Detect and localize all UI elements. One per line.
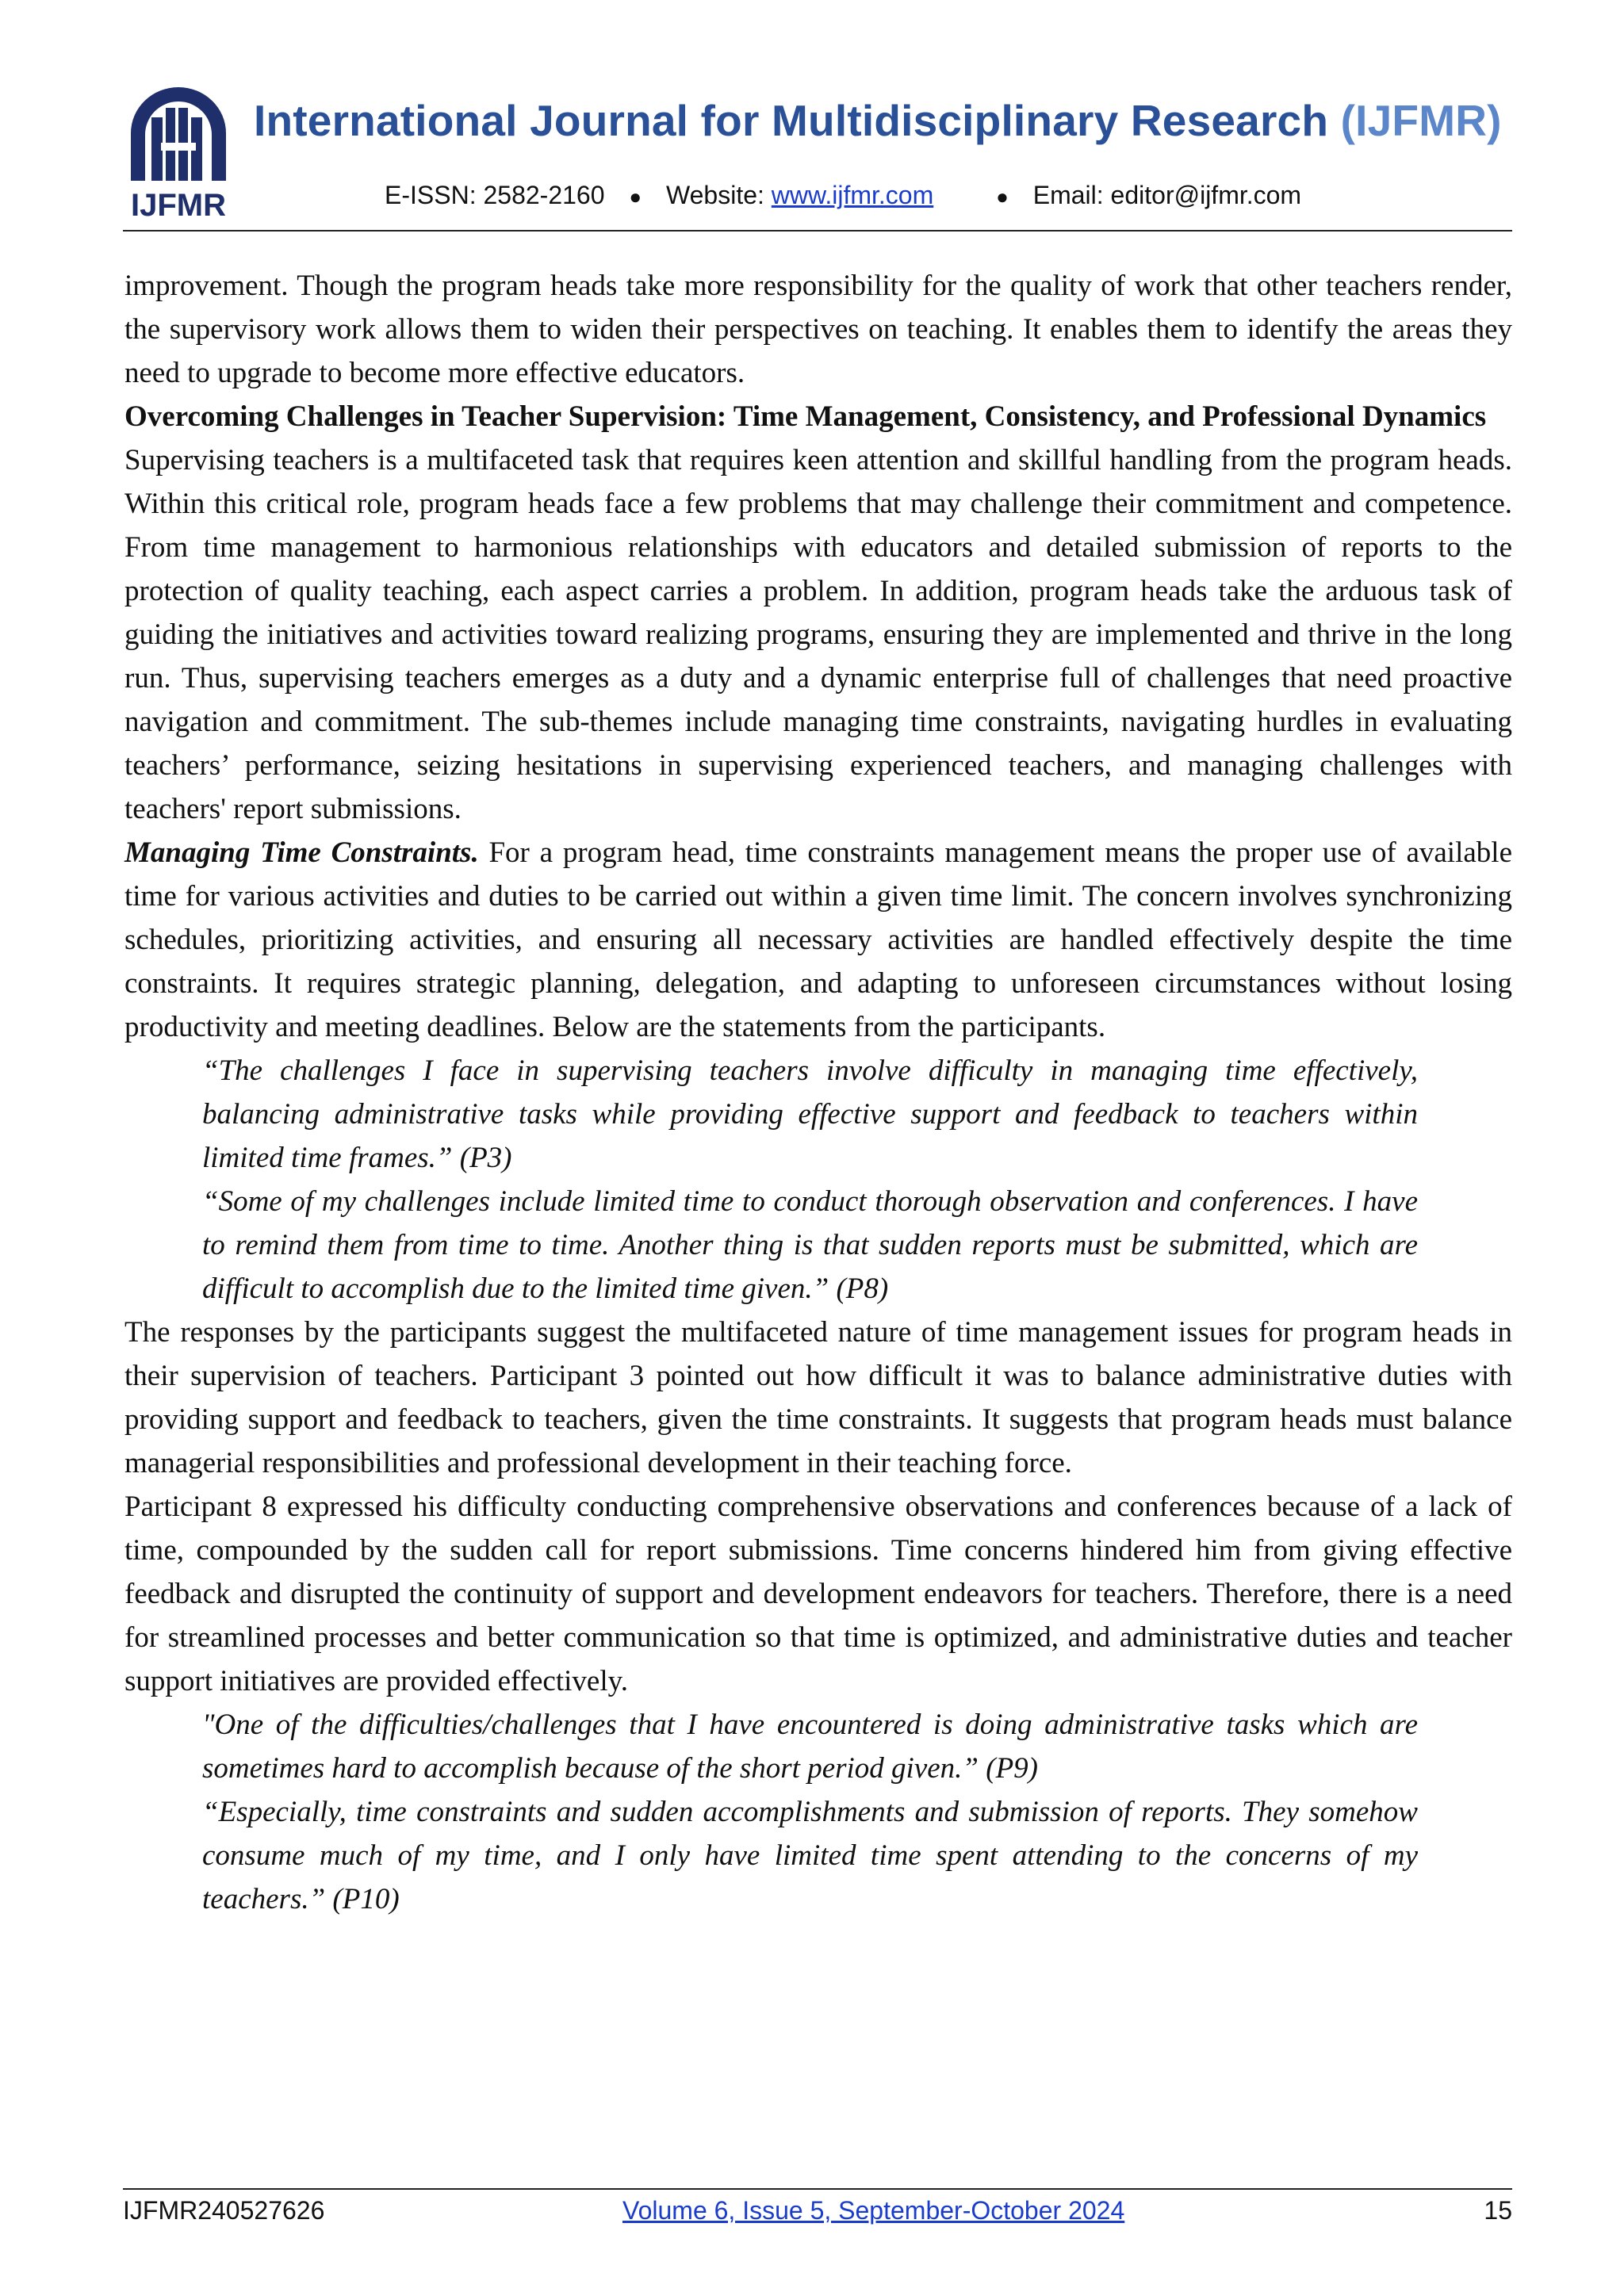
header-divider <box>123 230 1512 232</box>
subtheme-text: For a program head, time constraints management means the proper use of available time for various activities and duties to be carried out within a given time limit. The concern involves synchronizing schedules, prioritizing activities, and ensuring all necessary activities are handled effectively despite the time constraints. It requires strategic planning, delegation, and adapting to unforeseen circumstances without losing productivity and meeting deadlines. Below are the statements from the participants. <box>124 836 1512 1043</box>
quote-p10: “Especially, time constraints and sudden accomplishments and submission of reports. They somehow consume much of my time, and I only have limited time spent attending to the concerns of my teachers.” (P10) <box>202 1796 1418 1915</box>
website-label: Website: <box>666 181 764 209</box>
journal-title-main: International Journal for Multidisciplinary Research <box>254 96 1329 145</box>
page-number: 15 <box>1484 2196 1512 2225</box>
issn: E-ISSN: 2582-2160 <box>385 181 605 209</box>
paper-id: IJFMR240527626 <box>123 2196 325 2225</box>
footer-divider <box>123 2188 1512 2190</box>
section-heading: Overcoming Challenges in Teacher Supervision: Time Management, Consistency, and Professional Dynamics <box>124 400 1487 433</box>
logo-text: IJFMR <box>131 188 226 222</box>
subtheme-title: Managing Time Constraints. <box>124 836 479 869</box>
journal-title-abbr: (IJFMR) <box>1340 96 1502 145</box>
email: Email: editor@ijfmr.com <box>1032 181 1302 209</box>
journal-title <box>254 95 1502 146</box>
paragraph-responses: The responses by the participants suggest the multifaceted nature of time management issues for program heads in their supervision of teachers. Participant 3 pointed out how difficult it was to balance administrative duties with providing support and feedback to teachers, given the time constraints. It suggests that program heads must balance managerial responsibilities and professional development in their teaching force. <box>124 1316 1512 1479</box>
paragraph-participant-8: Participant 8 expressed his difficulty conducting comprehensive observations and conferences because of a lack of time, compounded by the sudden call for report submissions. Time concerns hindered him from giving effective feedback and disrupted the continuity of support and development endeavors for teachers. Therefore, there is a need for streamlined processes and better communication so that time is optimized, and administrative duties and teacher support initiatives are provided effectively. <box>124 1490 1512 1697</box>
journal-logo-icon <box>123 87 234 222</box>
paragraph-overview: Supervising teachers is a multifaceted task that requires keen attention and skillful handling from the program heads. Within this critical role, program heads face a few problems that may challenge their commitment and competence. From time management to harmonious relationships with educators and detailed submission of reports to the protection of quality teaching, each aspect carries a problem. In addition, program heads take the arduous task of guiding the initiatives and activities toward realizing programs, ensuring they are implemented and thrive in the long run. Thus, supervising teachers emerges as a duty and a dynamic enterprise full of challenges that need proactive navigation and commitment. The sub-themes include managing time constraints, navigating hurdles in evaluating teachers’ performance, seizing hesitations in supervising experienced teachers, and managing challenges with teachers' report submissions. <box>124 444 1512 825</box>
paragraph-subtheme <box>124 831 1512 1049</box>
paragraph-intro: improvement. Though the program heads take more responsibility for the quality of work that other teachers render, the supervisory work allows them to widen their perspectives on teaching. It enables them to identify the areas they need to upgrade to become more effective educators. <box>124 270 1512 389</box>
website-link[interactable]: www.ijfmr.com <box>771 181 934 209</box>
journal-header <box>123 87 1515 234</box>
quote-p9: "One of the difficulties/challenges that I have encountered is doing administrative tasks which are sometimes hard to accomplish because of the short period given.” (P9) <box>202 1709 1418 1785</box>
article-body <box>124 264 1512 1921</box>
quote-p3: “The challenges I face in supervising teachers involve difficulty in managing time effectively, balancing administrative tasks while providing effective support and feedback to teachers within limited time frames.” (P3) <box>202 1054 1418 1174</box>
bullet-separator: ● <box>629 185 642 209</box>
bullet-separator: ● <box>996 185 1009 209</box>
page-footer <box>123 2196 1512 2231</box>
volume-link[interactable]: Volume 6, Issue 5, September-October 2024 <box>622 2196 1125 2225</box>
quote-p8: “Some of my challenges include limited time to conduct thorough observation and conferences. I have to remind them from time to time. Another thing is that sudden reports must be submitted, which are difficult to accomplish due to the limited time given.” (P8) <box>202 1185 1418 1305</box>
journal-info-line <box>385 181 1301 210</box>
